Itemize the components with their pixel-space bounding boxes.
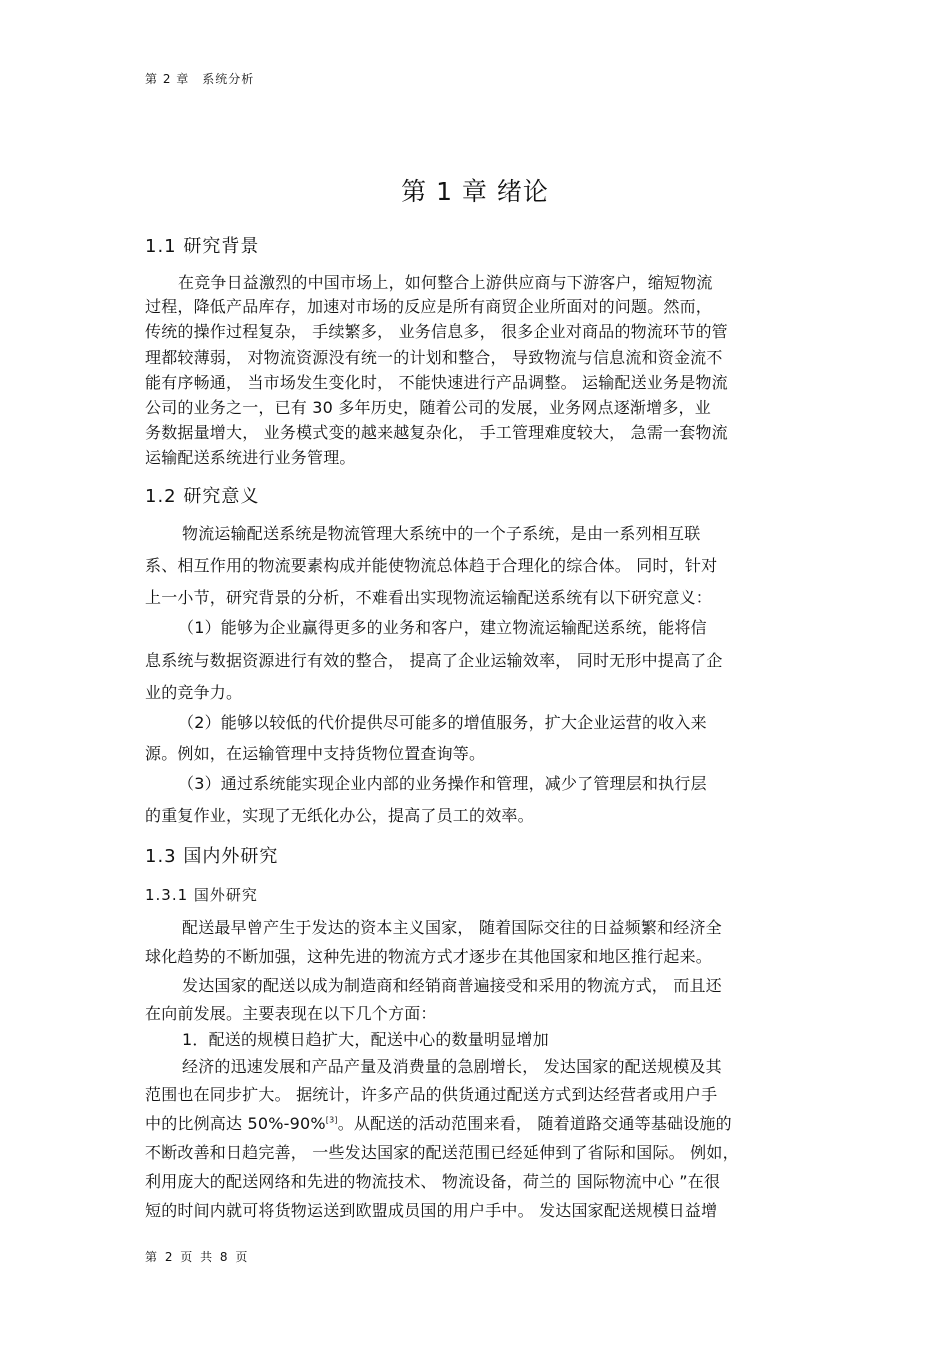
- paragraph-line: 球化趋势的不断加强，这种先进的物流方式才逐步在其他国家和地区推行起来。: [145, 947, 713, 966]
- paragraph-line: 务数据量增大， 业务模式变的越来越复杂化， 手工管理难度较大， 急需一套物流: [145, 423, 728, 442]
- citation-line-text: 。从配送的活动范围来看， 随着道路交通等基础设施的: [337, 1114, 732, 1133]
- page-header: 第 2 章 系统分析: [145, 72, 255, 86]
- paragraph-line-citation: [145, 1111, 732, 1134]
- paragraph-line: 系、相互作用的物流要素构成并能使物流总体趋于合理化的综合体。 同时，针对: [145, 556, 718, 575]
- paragraph-line: 在竞争日益激烈的中国市场上，如何整合上游供应商与下游客户，缩短物流: [178, 273, 713, 292]
- numbered-heading: 1．配送的规模日趋扩大，配送中心的数量明显增加: [182, 1030, 549, 1049]
- paragraph-line: 配送最早曾产生于发达的资本主义国家， 随着国际交往的日益频繁和经济全: [182, 918, 722, 937]
- citation-mark: [3]: [325, 1115, 338, 1125]
- citation-line-text: 中的比例高达 50%-90%: [145, 1114, 326, 1133]
- paragraph-line: 发达国家的配送以成为制造商和经销商普遍接受和采用的物流方式， 而且还: [182, 976, 722, 995]
- page-footer: 第 2 页 共 8 页: [145, 1250, 250, 1264]
- list-item-2: （2）能够以较低的代价提供尽可能多的增值服务，扩大企业运营的收入来: [178, 713, 707, 732]
- paragraph-line: 短的时间内就可将货物运送到欧盟成员国的用户手中。 发达国家配送规模日益增: [145, 1201, 718, 1220]
- paragraph-line: 业的竞争力。: [145, 683, 243, 702]
- section-heading-1-3: 1.3 国内外研究: [145, 846, 279, 867]
- paragraph-line: 传统的操作过程复杂， 手续繁多， 业务信息多， 很多企业对商品的物流环节的管: [145, 322, 728, 341]
- paragraph-line: 源。例如，在运输管理中支持货物位置查询等。: [145, 744, 486, 763]
- paragraph-line: 范围也在同步扩大。 据统计，许多产品的供货通过配送方式到达经营者或用户手: [145, 1085, 718, 1104]
- paragraph-line: 利用庞大的配送网络和先进的物流技术、 物流设备，荷兰的 国际物流中心 ”在很: [145, 1172, 721, 1191]
- section-heading-1-2: 1.2 研究意义: [145, 486, 260, 507]
- list-item-3: （3）通过系统能实现企业内部的业务操作和管理，减少了管理层和执行层: [178, 774, 707, 793]
- chapter-title: 第 1 章 绪论: [401, 177, 549, 206]
- paragraph-line: 物流运输配送系统是物流管理大系统中的一个子系统，是由一系列相互联: [182, 524, 701, 543]
- paragraph-line: 的重复作业，实现了无纸化办公，提高了员工的效率。: [145, 806, 534, 825]
- list-item-1: （1）能够为企业赢得更多的业务和客户，建立物流运输配送系统，能将信: [178, 618, 707, 637]
- paragraph-line: 在向前发展。主要表现在以下几个方面：: [145, 1004, 437, 1023]
- paragraph-line: 不断改善和日趋完善， 一些发达国家的配送范围已经延伸到了省际和国际。 例如，: [145, 1143, 739, 1162]
- paragraph-line: 息系统与数据资源进行有效的整合， 提高了企业运输效率， 同时无形中提高了企: [145, 651, 723, 670]
- paragraph-line: 上一小节，研究背景的分析，不难看出实现物流运输配送系统有以下研究意义：: [145, 588, 713, 607]
- paragraph-line: 经济的迅速发展和产品产量及消费量的急剧增长， 发达国家的配送规模及其: [182, 1057, 722, 1076]
- paragraph-line: 公司的业务之一，已有 30 多年历史，随着公司的发展，业务网点逐渐增多，业: [145, 398, 711, 417]
- subsection-heading-1-3-1: 1.3.1 国外研究: [145, 886, 258, 904]
- paragraph-line: 运输配送系统进行业务管理。: [145, 448, 356, 467]
- paragraph-line: 能有序畅通， 当市场发生变化时， 不能快速进行产品调整。 运输配送业务是物流: [145, 373, 728, 392]
- paragraph-line: 过程，降低产品库存，加速对市场的反应是所有商贸企业所面对的问题。然而，: [145, 297, 713, 316]
- section-heading-1-1: 1.1 研究背景: [145, 236, 260, 257]
- paragraph-line: 理都较薄弱， 对物流资源没有统一的计划和整合， 导致物流与信息流和资金流不: [145, 348, 723, 367]
